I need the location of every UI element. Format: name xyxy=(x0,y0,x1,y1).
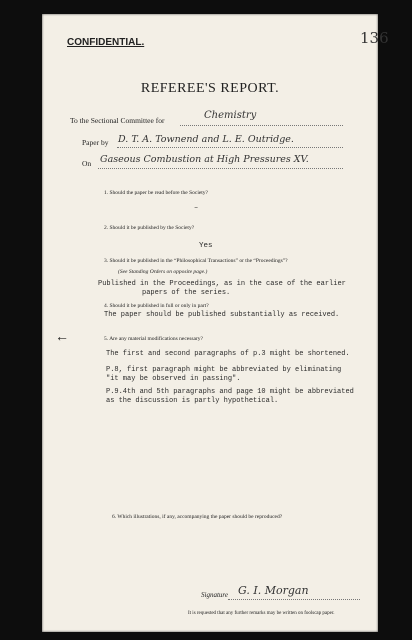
confidential-heading: CONFIDENTIAL. xyxy=(67,37,145,48)
paper-title: Gaseous Combustion at High Pressures XV. xyxy=(100,154,309,165)
answer-4: The paper should be published substantially as received. xyxy=(104,311,340,319)
committee-value: Chemistry xyxy=(204,110,257,121)
report-sheet xyxy=(42,14,389,632)
folio-number: 136 xyxy=(360,29,389,47)
signature-label: Signature xyxy=(201,591,228,599)
question-6: 6. Which illustrations, if any, accompanying the paper should be reproduced? xyxy=(112,514,283,520)
answer-5-line-4: P.9.4th and 5th paragraphs and page 10 might be abbreviated xyxy=(106,388,354,396)
answer-5-line-3: "it may be observed in passing". xyxy=(106,375,241,383)
question-2: 2. Should it be published by the Society? xyxy=(104,225,195,231)
question-3: 3. Should it be published in the “Philosophical Transactions” or the “Proceedings”? xyxy=(104,258,288,264)
answer-3-line-1: Published in the Proceedings, as in the case of the earlier xyxy=(98,280,346,288)
question-4: 4. Should it be published in full or only in part? xyxy=(104,303,209,309)
answer-5-line-2: P.8, first paragraph might be abbreviated by eliminating xyxy=(106,366,342,374)
answer-3-line-2: papers of the series. xyxy=(142,289,231,297)
question-5: 5. Are any material modifications necessary? xyxy=(104,336,203,342)
committee-label: To the Sectional Committee for xyxy=(70,116,165,125)
paper-label: Paper by xyxy=(82,138,109,147)
answer-2: Yes xyxy=(199,242,213,250)
question-3-note: (See Standing Orders on opposite page.) xyxy=(118,269,208,275)
on-label: On xyxy=(82,159,92,168)
signature-value: G. I. Morgan xyxy=(238,584,309,597)
answer-5-line-1: The first and second paragraphs of p.3 might be shortened. xyxy=(106,350,350,358)
answer-5-line-5: as the discussion is partly hypothetical. xyxy=(106,397,279,405)
answer-1: – xyxy=(194,204,199,212)
margin-arrow: ← xyxy=(55,330,69,345)
paper-authors: D. T. A. Townend and L. E. Outridge. xyxy=(118,134,294,145)
question-1: 1. Should the paper be read before the Society? xyxy=(104,190,209,196)
page-title: REFEREE'S REPORT. xyxy=(140,81,280,96)
footer-note: It is requested that any further remarks may be written on foolscap paper. xyxy=(188,611,335,616)
